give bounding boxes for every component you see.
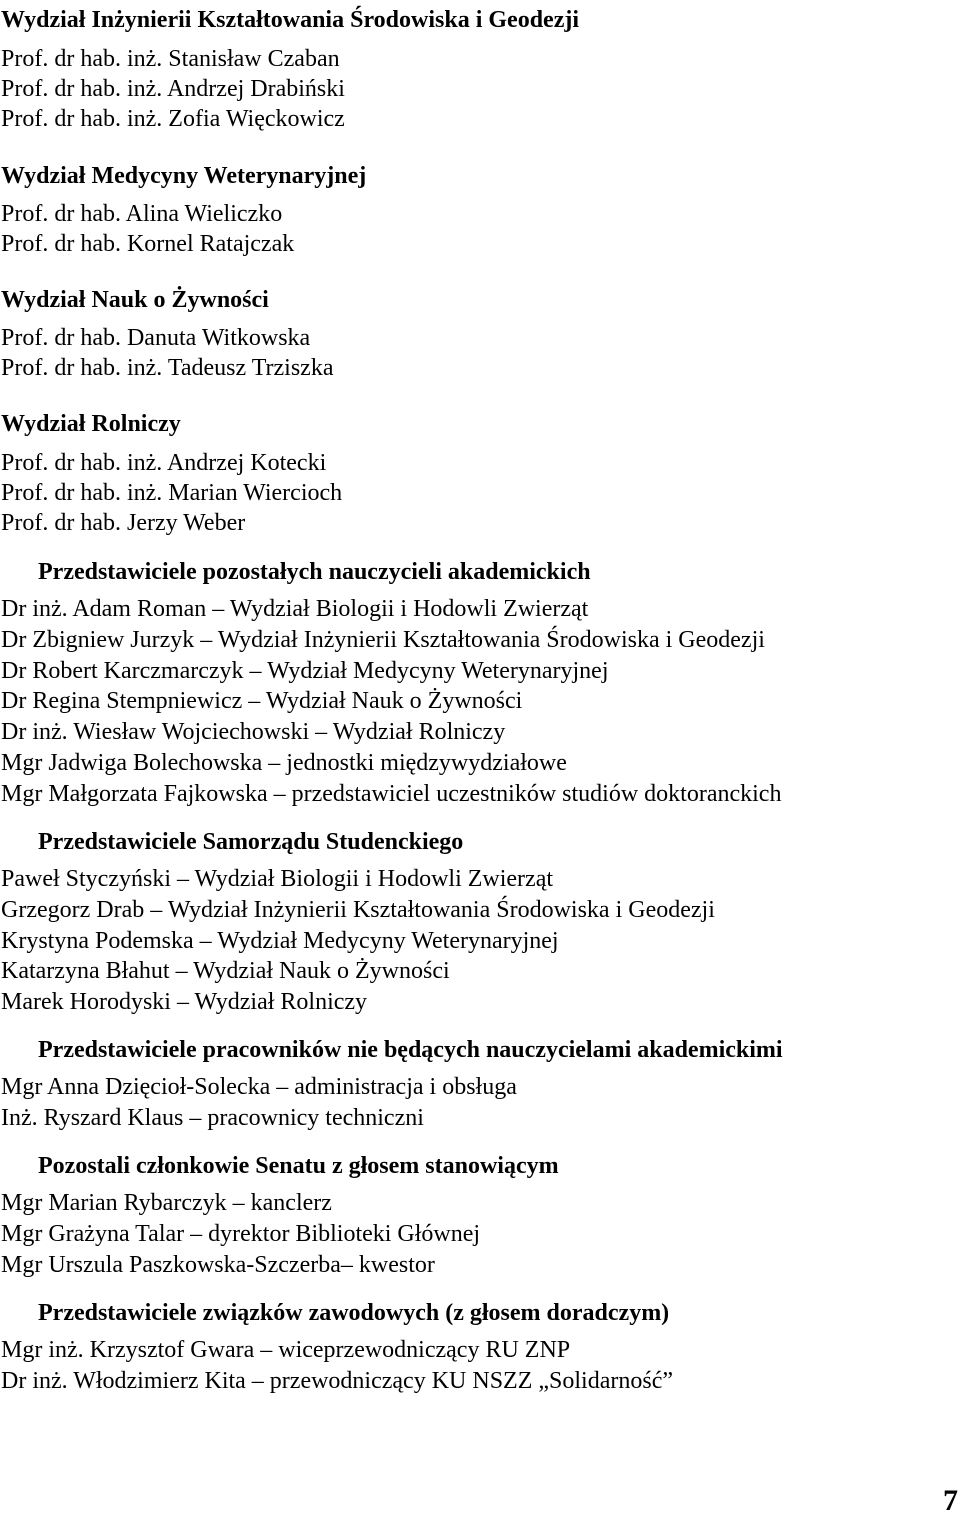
- member-line: Dr inż. Wiesław Wojciechowski – Wydział Rolniczy: [1, 719, 506, 745]
- member-line: Prof. dr hab. inż. Andrzej Kotecki: [1, 450, 327, 476]
- member-line: Dr Robert Karczmarczyk – Wydział Medycyny Weterynaryjnej: [1, 658, 609, 684]
- member-line: Prof. dr hab. inż. Andrzej Drabiński: [1, 76, 345, 102]
- faculty-heading: Wydział Rolniczy: [1, 411, 181, 437]
- member-line: Krystyna Podemska – Wydział Medycyny Weterynaryjnej: [1, 928, 559, 954]
- group-heading: Przedstawiciele związków zawodowych (z głosem doradczym): [38, 1300, 670, 1326]
- member-line: Prof. dr hab. inż. Zofia Więckowicz: [1, 106, 345, 132]
- member-line: Mgr Urszula Paszkowska-Szczerba– kwestor: [1, 1252, 435, 1278]
- member-line: Marek Horodyski – Wydział Rolniczy: [1, 989, 368, 1015]
- member-line: Prof. dr hab. inż. Stanisław Czaban: [1, 46, 340, 72]
- member-line: Prof. dr hab. inż. Tadeusz Trziszka: [1, 355, 334, 381]
- group-heading: Pozostali członkowie Senatu z głosem stanowiącym: [38, 1153, 559, 1179]
- group-heading: Przedstawiciele pracowników nie będących nauczycielami akademickimi: [38, 1037, 783, 1063]
- member-line: Dr Regina Stempniewicz – Wydział Nauk o Żywności: [1, 688, 523, 714]
- member-line: Katarzyna Błahut – Wydział Nauk o Żywności: [1, 958, 450, 984]
- member-line: Mgr Jadwiga Bolechowska – jednostki międzywydziałowe: [1, 750, 567, 776]
- member-line: Dr inż. Włodzimierz Kita – przewodniczący KU NSZZ „Solidarność”: [1, 1368, 673, 1394]
- member-line: Mgr inż. Krzysztof Gwara – wiceprzewodniczący RU ZNP: [1, 1337, 571, 1363]
- member-line: Mgr Małgorzata Fajkowska – przedstawiciel uczestników studiów doktoranckich: [1, 781, 782, 807]
- member-line: Paweł Styczyński – Wydział Biologii i Hodowli Zwierząt: [1, 866, 554, 892]
- member-line: Dr Zbigniew Jurzyk – Wydział Inżynierii Kształtowania Środowiska i Geodezji: [1, 627, 765, 653]
- member-line: Prof. dr hab. inż. Marian Wiercioch: [1, 480, 343, 506]
- member-line: Mgr Marian Rybarczyk – kanclerz: [1, 1190, 332, 1216]
- faculty-heading: Wydział Inżynierii Kształtowania Środowiska i Geodezji: [1, 7, 580, 33]
- page-number: 7: [943, 1484, 958, 1517]
- group-heading: Przedstawiciele pozostałych nauczycieli akademickich: [38, 559, 591, 585]
- group-heading: Przedstawiciele Samorządu Studenckiego: [38, 829, 464, 855]
- faculty-heading: Wydział Nauk o Żywności: [1, 287, 269, 313]
- member-line: Mgr Grażyna Talar – dyrektor Biblioteki Głównej: [1, 1221, 481, 1247]
- member-line: Inż. Ryszard Klaus – pracownicy techniczni: [1, 1105, 424, 1131]
- member-line: Prof. dr hab. Jerzy Weber: [1, 510, 246, 536]
- member-line: Prof. dr hab. Alina Wieliczko: [1, 201, 283, 227]
- member-line: Prof. dr hab. Danuta Witkowska: [1, 325, 311, 351]
- member-line: Mgr Anna Dzięcioł-Solecka – administracja i obsługa: [1, 1074, 517, 1100]
- faculty-heading: Wydział Medycyny Weterynaryjnej: [1, 163, 367, 189]
- member-line: Dr inż. Adam Roman – Wydział Biologii i Hodowli Zwierząt: [1, 596, 589, 622]
- member-line: Prof. dr hab. Kornel Ratajczak: [1, 231, 295, 257]
- member-line: Grzegorz Drab – Wydział Inżynierii Kształtowania Środowiska i Geodezji: [1, 897, 715, 923]
